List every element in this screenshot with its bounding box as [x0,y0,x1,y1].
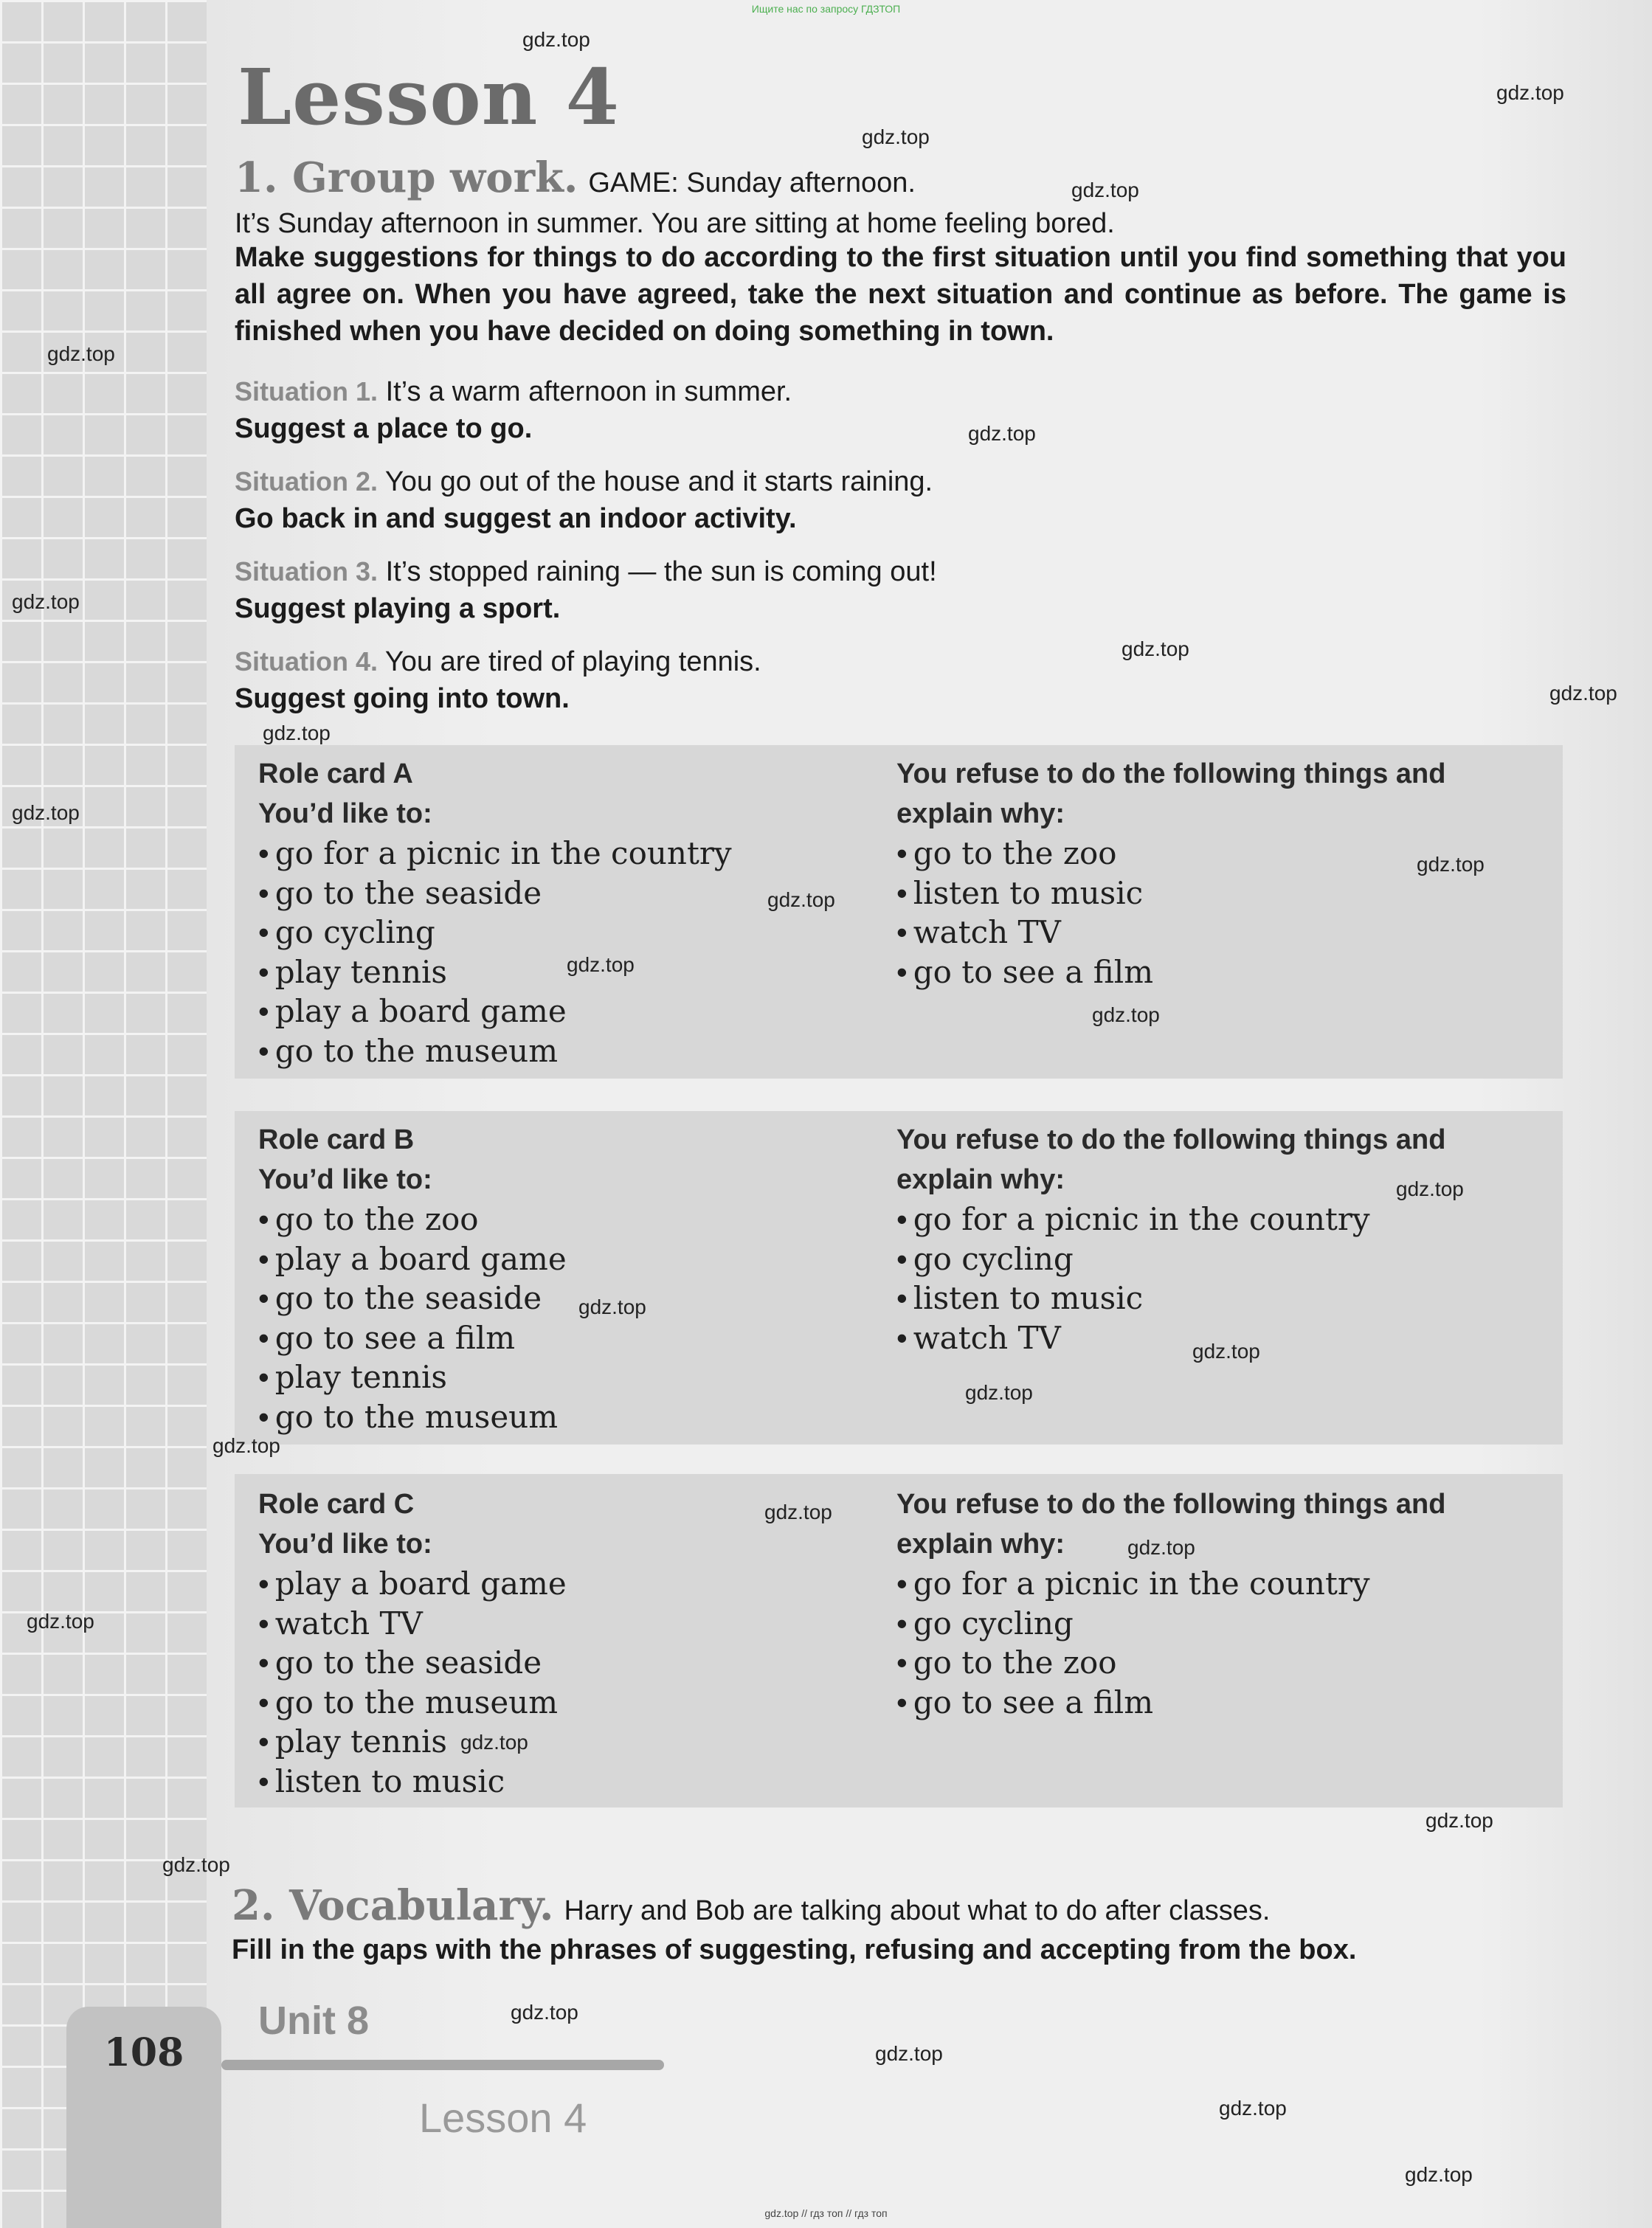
watermark: gdz.top [764,1501,832,1523]
list-item: • go to the museum [258,1031,732,1071]
list-item: • go cycling [896,1604,1546,1644]
section1-subheading: GAME: Sunday afternoon. [588,167,916,198]
lesson-title: Lesson 4 [238,52,620,142]
list-item: • play a board game [258,1239,567,1279]
watermark: gdz.top [1396,1177,1464,1200]
watermark: gdz.top [1496,81,1564,104]
list-item: • go for a picnic in the country [896,1200,1546,1239]
situation-label: Situation 3. [235,556,379,587]
section1-heading: 1. Group work. [235,153,578,202]
list-item: • play a board game [258,992,732,1031]
section2-subheading: Harry and Bob are talking about what to do after classes. [564,1895,1271,1926]
list-item: • go to see a film [896,952,1546,992]
role-card-b-left [258,1120,567,1436]
footer-lesson-label: Lesson 4 [419,2094,587,2141]
page-number: 108 [103,2030,184,2075]
watermark: gdz.top [1405,2163,1473,2186]
like-label: You’d like to: [258,1529,432,1560]
situation-4 [235,643,761,717]
list-item: • watch TV [896,913,1546,952]
watermark: gdz.top [1425,1809,1493,1832]
list-item: • watch TV [258,1604,567,1644]
section1-header [235,153,916,202]
situation-label: Situation 4. [235,646,379,677]
situation-task: Suggest going into town. [235,683,570,714]
list-item: • go to the seaside [258,1279,567,1318]
refuse-label: You refuse to do the following things and explain why: [896,1124,1446,1195]
likes-list [258,1200,567,1436]
section2-header [232,1881,1270,1930]
list-item: • go to the seaside [258,873,732,913]
situation-task: Suggest playing a sport. [235,593,561,624]
likes-list [258,834,732,1070]
situation-label: Situation 2. [235,466,379,497]
list-item: • go to the museum [258,1683,567,1723]
list-item: • go to the zoo [258,1200,567,1239]
role-card-c-right [896,1484,1546,1722]
unit-label: Unit 8 [258,1999,370,2043]
bottom-banner: gdz.top // гдз топ // гдз топ [764,2207,888,2219]
list-item: • go to the museum [258,1397,567,1437]
situation-2 [235,463,933,537]
watermark: gdz.top [1122,637,1189,660]
role-card-a-left [258,754,732,1070]
like-label: You’d like to: [258,798,432,829]
watermark: gdz.top [12,590,80,613]
watermark: gdz.top [1192,1340,1260,1363]
watermark: gdz.top [578,1295,646,1318]
list-item: • go cycling [258,913,732,952]
situation-text: It’s a warm afternoon in summer. [385,376,792,407]
list-item: • listen to music [258,1762,567,1802]
section1-intro: It’s Sunday afternoon in summer. You are sitting at home feeling bored. [235,208,1115,239]
watermark: gdz.top [875,2042,943,2065]
role-card-b-right [896,1120,1546,1357]
watermark: gdz.top [522,28,590,51]
section2-heading: 2. Vocabulary. [232,1881,554,1930]
situation-task: Suggest a place to go. [235,413,533,444]
refuses-list [896,1200,1546,1357]
watermark: gdz.top [1071,179,1139,201]
list-item: • listen to music [896,1279,1546,1318]
refuses-list [896,1564,1546,1722]
list-item: • play tennis [258,1722,567,1762]
grid-margin [0,0,221,2228]
watermark: gdz.top [27,1610,94,1633]
top-banner[interactable]: Ищите нас по запросу ГДЗТОП [751,3,901,15]
situation-3 [235,553,937,627]
list-item: • go to see a film [258,1318,567,1358]
watermark: gdz.top [1549,682,1617,705]
watermark: gdz.top [162,1853,230,1876]
watermark: gdz.top [1127,1536,1195,1559]
situation-text: It’s stopped raining — the sun is coming out! [385,556,937,587]
watermark: gdz.top [767,888,835,911]
refuse-label: You refuse to do the following things and explain why: [896,758,1446,829]
role-card-title: Role card B [258,1124,415,1155]
unit-divider [221,2060,664,2070]
watermark: gdz.top [1417,853,1485,876]
watermark: gdz.top [263,722,331,744]
list-item: • listen to music [896,873,1546,913]
watermark: gdz.top [212,1434,280,1457]
situation-text: You go out of the house and it starts raining. [384,466,933,497]
list-item: • play a board game [258,1564,567,1604]
refuse-label: You refuse to do the following things and explain why: [896,1489,1446,1560]
situation-text: You are tired of playing tennis. [384,646,761,677]
role-card-title: Role card C [258,1489,415,1520]
list-item: • play tennis [258,1357,567,1397]
list-item: • go to see a film [896,1683,1546,1723]
section2-instructions: Fill in the gaps with the phrases of suggesting, refusing and accepting from the box. [232,1934,1357,1965]
list-item: • go for a picnic in the country [896,1564,1546,1604]
watermark: gdz.top [1092,1003,1160,1026]
section1-instructions: Make suggestions for things to do according to the first situation until you find something that you all agree on. When you have agreed, take the next situation and continue as before. The game is finished when you have decided on doing something in town. [235,242,1566,347]
situation-label: Situation 1. [235,376,379,406]
situation-task: Go back in and suggest an indoor activity. [235,503,797,534]
watermark: gdz.top [862,125,930,148]
watermark: gdz.top [511,2001,578,2024]
watermark: gdz.top [965,1381,1033,1404]
list-item: • play tennis [258,952,732,992]
situation-1 [235,373,792,447]
like-label: You’d like to: [258,1164,432,1195]
role-card-title: Role card A [258,758,413,789]
list-item: • go to the zoo [896,1643,1546,1683]
watermark: gdz.top [1219,2097,1287,2120]
likes-list [258,1564,567,1801]
watermark: gdz.top [47,342,115,365]
watermark: gdz.top [12,801,80,824]
list-item: • go to the zoo [896,834,1546,873]
watermark: gdz.top [460,1731,528,1754]
list-item: • go cycling [896,1239,1546,1279]
watermark: gdz.top [567,953,635,976]
list-item: • watch TV [896,1318,1546,1358]
watermark: gdz.top [968,422,1036,445]
list-item: • go for a picnic in the country [258,834,732,873]
list-item: • go to the seaside [258,1643,567,1683]
